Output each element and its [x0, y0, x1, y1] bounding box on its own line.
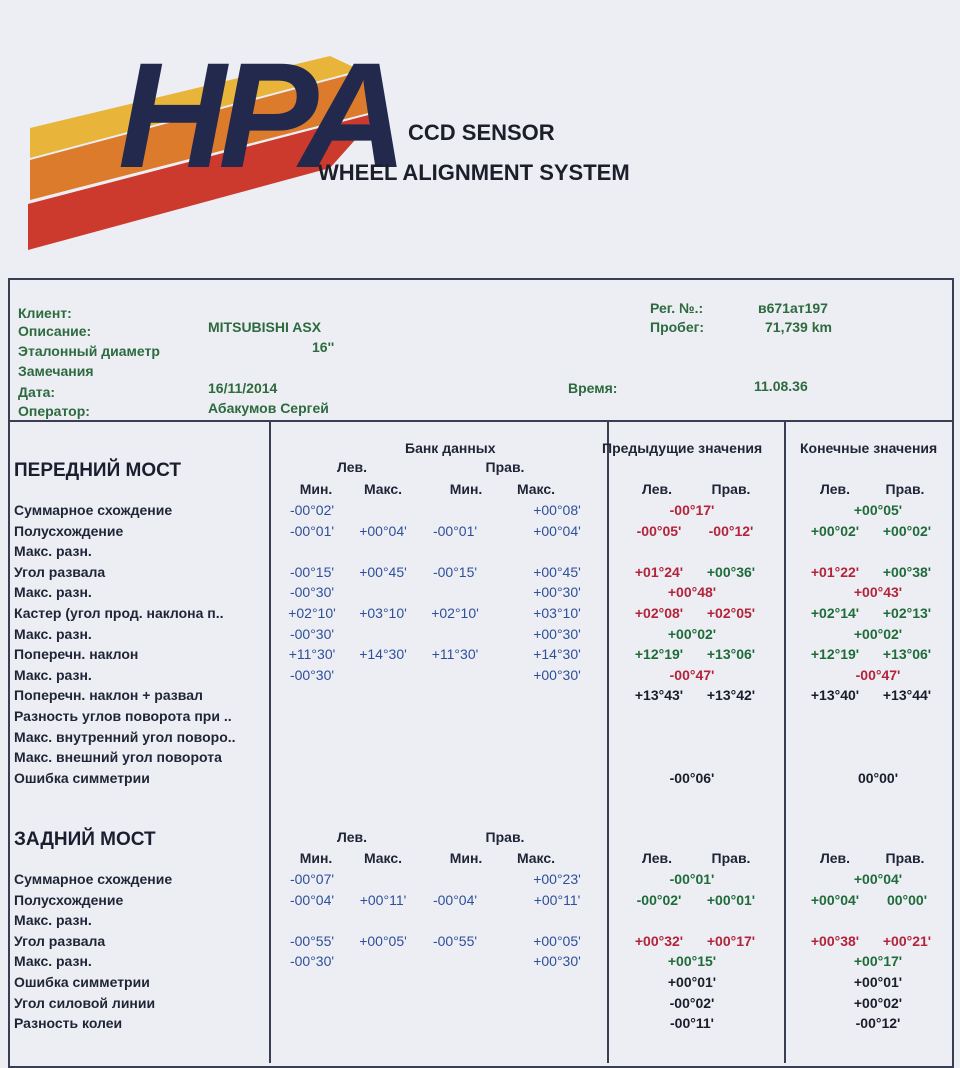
front-final-right-value: +00°02' — [882, 522, 932, 539]
front-previous-left-value: -00°05' — [636, 522, 682, 539]
col-divider-2 — [607, 420, 609, 1063]
rear-row-label: Суммарное схождение — [14, 871, 173, 887]
front-previous-combined-value: +00°02' — [667, 625, 717, 642]
rear-final-combined-value: +00°01' — [853, 974, 903, 990]
front-final-left-header: Лев. — [819, 481, 851, 497]
front-right-max-value: +00°30' — [533, 625, 581, 642]
brand-header — [0, 0, 960, 280]
operator-label: Оператор: — [18, 403, 90, 419]
front-right-min-value: -00°01' — [432, 522, 478, 539]
rear-final-left-value: +00°38' — [810, 932, 860, 949]
rear-row-label: Разность колеи — [14, 1015, 123, 1032]
front-right-min-header: Мин. — [449, 481, 483, 497]
mileage-label: Пробег: — [650, 319, 705, 335]
front-left-max-value: +00°45' — [359, 563, 407, 580]
front-previous-combined-value: +00°48' — [667, 584, 717, 601]
front-previous-combined-value: -00°06' — [669, 769, 715, 786]
description-value: MITSUBISHI ASX — [208, 319, 322, 335]
rear-databank-right-header: Прав. — [485, 829, 525, 845]
front-row-label: Ошибка симметрии — [14, 769, 150, 786]
front-final-combined-value: 00°00' — [857, 769, 899, 786]
front-previous-left-value: +12°19' — [634, 646, 684, 663]
front-right-max-header: Макс. — [516, 481, 556, 497]
mileage-value: 71,739 km — [765, 319, 832, 335]
logo: HPA — [118, 31, 400, 199]
date-label: Дата: — [18, 384, 56, 400]
front-left-min-value: -00°15' — [289, 563, 335, 580]
rear-right-max-value: +00°05' — [533, 932, 581, 949]
rear-previous-combined-value: -00°11' — [670, 1015, 714, 1032]
rear-previous-left-value: -00°02' — [636, 891, 682, 908]
front-previous-combined-value: -00°47' — [669, 666, 715, 683]
rear-final-combined-value: +00°04' — [853, 871, 903, 887]
rear-final-right-value: 00°00' — [886, 891, 928, 908]
front-previous-right-value: +00°36' — [706, 563, 756, 580]
client-label: Клиент: — [18, 305, 72, 321]
front-left-min-value: -00°30' — [289, 666, 335, 683]
time-label: Время: — [568, 380, 618, 396]
col-divider-1 — [269, 420, 271, 1063]
front-databank-right-header: Прав. — [485, 459, 525, 475]
front-right-max-value: +00°30' — [533, 666, 581, 683]
front-right-max-value: +00°30' — [533, 584, 581, 601]
front-final-combined-value: -00°47' — [855, 666, 901, 683]
rear-row-label: Угол развала — [14, 932, 106, 949]
front-row-label: Макс. разн. — [14, 666, 92, 683]
rear-left-min-header: Мин. — [299, 850, 333, 866]
front-previous-right-value: -00°12' — [708, 522, 754, 539]
front-final-right-value: +02°13' — [882, 605, 932, 621]
front-row-label: Суммарное схождение — [14, 502, 173, 518]
front-row-label: Макс. разн. — [14, 543, 92, 560]
rim-label: Эталонный диаметр — [18, 343, 160, 359]
rear-final-combined-value: +00°02' — [853, 994, 903, 1011]
rear-previous-combined-value: +00°01' — [667, 974, 717, 990]
front-right-max-value: +00°45' — [533, 563, 581, 580]
brand-line-1: CCD SENSOR — [408, 120, 555, 145]
front-previous-combined-value: -00°17' — [669, 502, 715, 518]
front-row-label: Поперечн. наклон + развал — [14, 687, 203, 704]
front-title: ПЕРЕДНИЙ МОСТ — [14, 460, 181, 481]
front-left-max-value: +00°04' — [359, 522, 407, 539]
front-row-label: Макс. разн. — [14, 625, 92, 642]
rear-right-max-value: +00°23' — [533, 871, 581, 887]
front-row-label: Поперечн. наклон — [14, 646, 139, 663]
rear-previous-combined-value: -00°02' — [669, 994, 715, 1011]
front-previous-right-value: +13°06' — [706, 646, 756, 663]
front-right-max-value: +00°08' — [533, 502, 581, 518]
front-previous-left-value: +02°08' — [634, 605, 684, 621]
front-previous-right-value: +13°42' — [706, 687, 756, 704]
front-right-max-value: +00°04' — [533, 522, 581, 539]
front-databank-left-header: Лев. — [336, 459, 368, 475]
front-left-max-value: +14°30' — [359, 646, 407, 663]
front-previous-left-value: +01°24' — [634, 563, 684, 580]
front-right-max-value: +03°10' — [533, 605, 581, 621]
front-previous-right-header: Прав. — [711, 481, 751, 497]
front-final-left-value: +01°22' — [810, 563, 860, 580]
rear-left-min-value: -00°55' — [289, 932, 335, 949]
reg-value: в671ат197 — [758, 300, 828, 316]
operator-value: Абакумов Сергей — [208, 400, 329, 416]
front-final-right-value: +13°06' — [882, 646, 932, 663]
front-previous-left-header: Лев. — [641, 481, 673, 497]
front-final-right-header: Прав. — [885, 481, 925, 497]
description-label: Описание: — [18, 323, 92, 339]
rear-left-min-value: -00°30' — [289, 953, 335, 970]
front-row-label: Макс. внешний угол поворота — [14, 749, 222, 766]
front-left-max-header: Макс. — [363, 481, 403, 497]
rear-title: ЗАДНИЙ МОСТ — [14, 829, 156, 850]
notes-label: Замечания — [18, 363, 94, 379]
front-final-left-value: +02°14' — [810, 605, 860, 621]
front-row-label: Полусхождение — [14, 522, 124, 539]
front-right-min-value: +02°10' — [431, 605, 479, 621]
front-previous-right-value: +02°05' — [706, 605, 756, 621]
rear-left-min-value: -00°04' — [289, 891, 335, 908]
front-right-min-value: +11°30' — [431, 646, 479, 663]
rear-left-max-value: +00°11' — [359, 891, 407, 908]
rear-databank-left-header: Лев. — [336, 829, 368, 845]
rear-previous-right-value: +00°17' — [706, 932, 756, 949]
rear-row-label: Полусхождение — [14, 891, 124, 908]
rear-right-max-value: +00°11' — [533, 891, 581, 908]
front-final-right-value: +00°38' — [882, 563, 932, 580]
rear-left-max-header: Макс. — [363, 850, 403, 866]
front-right-max-value: +14°30' — [533, 646, 581, 663]
reg-label: Рег. №.: — [650, 300, 704, 316]
front-left-min-value: +11°30' — [288, 646, 336, 663]
front-row-label: Макс. разн. — [14, 584, 92, 601]
front-final-combined-value: +00°05' — [853, 502, 903, 518]
rear-right-min-value: -00°04' — [432, 891, 478, 908]
front-row-label: Угол развала — [14, 563, 106, 580]
front-row-label: Разность углов поворота при .. — [14, 708, 232, 724]
front-previous-left-value: +13°43' — [634, 687, 684, 704]
rear-left-max-value: +00°05' — [359, 932, 407, 949]
front-left-min-value: -00°30' — [289, 625, 335, 642]
front-final-left-value: +00°02' — [810, 522, 860, 539]
rear-right-min-header: Мин. — [449, 850, 483, 866]
rear-previous-right-value: +00°01' — [706, 891, 756, 908]
rear-row-label: Макс. разн. — [14, 953, 92, 970]
front-row-label: Кастер (угол прод. наклона п.. — [14, 605, 224, 621]
rim-value: 16'' — [312, 339, 335, 355]
rear-final-right-value: +00°21' — [882, 932, 932, 949]
rear-previous-left-value: +00°32' — [634, 932, 684, 949]
front-final-right-value: +13°44' — [882, 687, 932, 704]
front-final-left-value: +13°40' — [810, 687, 860, 704]
front-row-label: Макс. внутренний угол поворо.. — [14, 728, 236, 745]
rear-right-max-header: Макс. — [516, 850, 556, 866]
databank-header: Банк данных — [405, 440, 496, 456]
time-value: 11.08.36 — [754, 378, 808, 394]
front-left-min-value: +02°10' — [288, 605, 336, 621]
rear-previous-combined-value: +00°15' — [667, 953, 717, 970]
rear-right-max-value: +00°30' — [533, 953, 581, 970]
rear-final-left-header: Лев. — [819, 850, 851, 866]
rear-final-left-value: +00°04' — [810, 891, 860, 908]
rear-final-combined-value: +00°17' — [853, 953, 903, 970]
col-divider-3 — [784, 420, 786, 1063]
date-value: 16/11/2014 — [208, 380, 278, 396]
rear-final-combined-value: -00°12' — [855, 1015, 901, 1032]
front-left-min-value: -00°30' — [289, 584, 335, 601]
rear-final-right-header: Прав. — [885, 850, 925, 866]
front-final-left-value: +12°19' — [810, 646, 860, 663]
rear-previous-right-header: Прав. — [711, 850, 751, 866]
front-left-max-value: +03°10' — [359, 605, 407, 621]
previous-header: Предыдущие значения — [602, 440, 763, 456]
rear-row-label: Угол силовой линии — [14, 994, 156, 1011]
front-left-min-value: -00°01' — [289, 522, 335, 539]
front-final-combined-value: +00°02' — [853, 625, 903, 642]
report-frame — [8, 278, 954, 1068]
rear-row-label: Ошибка симметрии — [14, 974, 150, 990]
front-right-min-value: -00°15' — [432, 563, 478, 580]
front-final-combined-value: +00°43' — [853, 584, 903, 601]
rear-previous-combined-value: -00°01' — [669, 871, 715, 887]
info-divider — [8, 420, 954, 422]
final-header: Конечные значения — [800, 440, 938, 456]
brand-line-2: WHEEL ALIGNMENT SYSTEM — [318, 160, 630, 185]
rear-left-min-value: -00°07' — [289, 871, 335, 887]
rear-row-label: Макс. разн. — [14, 912, 92, 929]
rear-previous-left-header: Лев. — [641, 850, 673, 866]
rear-right-min-value: -00°55' — [432, 932, 478, 949]
front-left-min-header: Мин. — [299, 481, 333, 497]
front-left-min-value: -00°02' — [289, 502, 335, 518]
